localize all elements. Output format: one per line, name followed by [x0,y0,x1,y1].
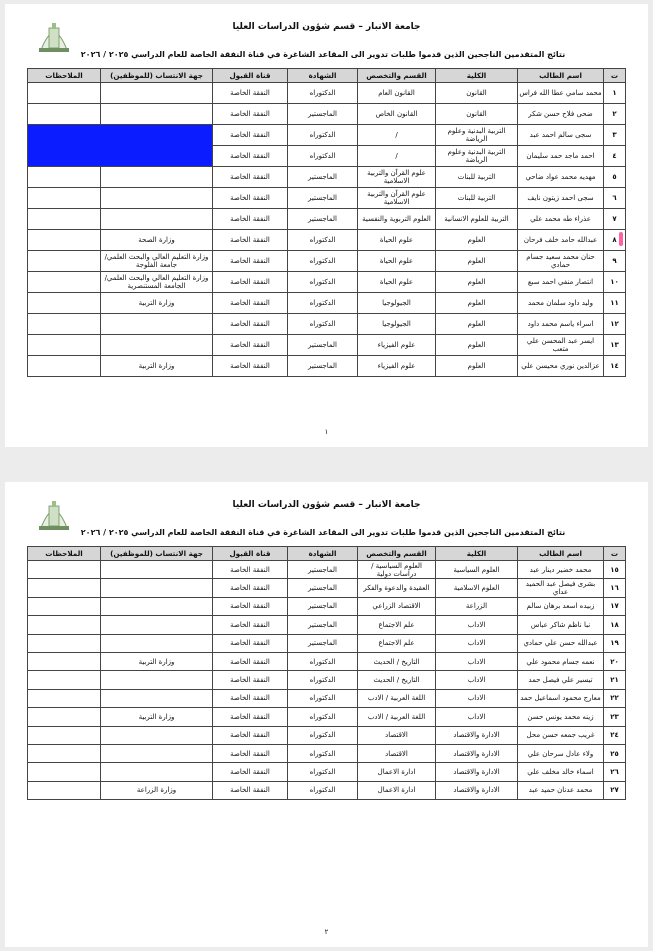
cell-degree: الدكتوراه [288,708,358,726]
document-subtitle: نتائج المتقدمين الناجحين الذين قدموا طلبات تدوير الى المقاعد الشاغرة في قناة النفقة الخاصة للعام الدراسي ٢٠٢٥ / ٢٠٢٦ [80,50,566,59]
cell-student-name: انتصار منفي احمد سبع [518,272,604,293]
cell-student-name: محمد عدنان حميد عبد [518,781,604,799]
table-header-row [28,547,626,561]
cell-index: ١٠ [604,272,626,293]
cell-index: ٢٧ [604,781,626,799]
cell-department: الاقتصاد الزراعي [358,597,436,615]
cell-notes [28,671,101,689]
cell-affiliation [101,314,213,335]
cell-student-name: اسراء ياسم محمد داود [518,314,604,335]
cell-student-name: معارج محمود اسماعيل حمد [518,689,604,707]
cell-department: الجيولوجيا [358,314,436,335]
cell-student-name: عبدالله حسن علي حمادي [518,634,604,652]
cell-degree: الماجستير [288,561,358,579]
cell-affiliation [101,744,213,762]
cell-degree: الدكتوراه [288,83,358,104]
cell-index: ٢٣ [604,708,626,726]
cell-student-name: محمد خضير دينار عبد [518,561,604,579]
cell-degree: الدكتوراه [288,125,358,146]
cell-college: الاداب [436,671,518,689]
cell-degree: الدكتوراه [288,763,358,781]
cell-department: اللغة العربية / الادب [358,689,436,707]
cell-student-name: حنان محمد سعيد جسام حمادي [518,251,604,272]
table-row [28,293,626,314]
cell-college: العلوم السياسية [436,561,518,579]
cell-department: / [358,125,436,146]
cell-index: ٢ [604,104,626,125]
cell-department: العقيدة والدعوة والفكر [358,579,436,597]
cell-department: الاقتصاد [358,744,436,762]
cell-index: ١٦ [604,579,626,597]
cell-notes [28,634,101,652]
cell-notes [28,314,101,335]
cell-index: ١ [604,83,626,104]
cell-student-name: عذراء طه محمد علي [518,209,604,230]
cell-affiliation: وزارة التعليم العالي والبحث العلمي/ الجامعة المستنصرية [101,272,213,293]
cell-channel: النفقة الخاصة [213,708,288,726]
cell-notes [28,579,101,597]
cell-department: ادارة الاعمال [358,781,436,799]
cell-student-name: سجى سالم احمد عبد [518,125,604,146]
cell-index: ٢٠ [604,652,626,670]
cell-index: ٩ [604,251,626,272]
page-title: جامعة الانبار – قسم شؤون الدراسات العليا [232,500,421,510]
cell-index: ١٨ [604,616,626,634]
cell-department: التاريخ / الحديث [358,671,436,689]
cell-department: القانون الخاص [358,104,436,125]
cell-index: ٤ [604,146,626,167]
cell-channel: النفقة الخاصة [213,726,288,744]
table-row [28,708,626,726]
cell-college: الادارة والاقتصاد [436,781,518,799]
cell-index: ٢١ [604,671,626,689]
cell-department: / [358,146,436,167]
table-row [28,272,626,293]
cell-channel: النفقة الخاصة [213,335,288,356]
page-number: ١ [324,428,329,436]
page-number: ٢ [324,928,329,936]
cell-college: الادارة والاقتصاد [436,726,518,744]
cell-channel: النفقة الخاصة [213,209,288,230]
cell-degree: الماجستير [288,167,358,188]
table-row [28,763,626,781]
cell-college: العلوم [436,335,518,356]
cell-affiliation: وزارة الزراعة [101,781,213,799]
col-header-affiliation: جهة الانتساب (للموظفين) [101,547,213,561]
cell-affiliation [101,167,213,188]
cell-department: العلوم التربوية والنفسية [358,209,436,230]
cell-degree: الدكتوراه [288,146,358,167]
cell-department: التاريخ / الحديث [358,652,436,670]
cell-channel: النفقة الخاصة [213,104,288,125]
cell-affiliation: وزارة التربية [101,293,213,314]
col-header-name: اسم الطالب [518,69,604,83]
cell-department: الجيولوجيا [358,293,436,314]
cell-channel: النفقة الخاصة [213,251,288,272]
cell-notes [28,167,101,188]
cell-notes [28,781,101,799]
cell-department: العلوم السياسية / دراسات دولية [358,561,436,579]
cell-index: ٨ [604,230,626,251]
cell-notes [28,251,101,272]
cell-department: علم الاجتماع [358,634,436,652]
cell-affiliation [101,763,213,781]
university-logo-icon [37,14,71,54]
cell-department: علوم الحياة [358,230,436,251]
cell-degree: الماجستير [288,579,358,597]
table-row [28,335,626,356]
table-row [28,125,626,146]
cell-college: التربية للبنات [436,188,518,209]
cell-degree: الدكتوراه [288,726,358,744]
cell-department: القانون العام [358,83,436,104]
cell-channel: النفقة الخاصة [213,83,288,104]
cell-degree: الدكتوراه [288,671,358,689]
cell-college: العلوم [436,356,518,377]
table-row [28,597,626,615]
cell-affiliation: وزارة التربية [101,356,213,377]
cell-degree: الماجستير [288,597,358,615]
cell-affiliation [101,726,213,744]
cell-channel: النفقة الخاصة [213,272,288,293]
cell-college: التربية للبنات [436,167,518,188]
cell-student-name: ولاء عادل سرحان علي [518,744,604,762]
cell-notes [28,689,101,707]
cell-notes [28,708,101,726]
cell-affiliation [101,616,213,634]
cell-college: العلوم [436,230,518,251]
cell-department: اللغة العربية / الادب [358,708,436,726]
table-row [28,188,626,209]
table-row [28,314,626,335]
cell-department: علوم الفيزياء [358,335,436,356]
cell-student-name: ايسر عبد المحسن علي متعب [518,335,604,356]
cell-degree: الدكتوراه [288,293,358,314]
cell-notes [28,356,101,377]
cell-index: ١١ [604,293,626,314]
cell-department: علم الاجتماع [358,616,436,634]
cell-college: العلوم [436,272,518,293]
cell-college: القانون [436,104,518,125]
cell-degree: الدكتوراه [288,652,358,670]
cell-channel: النفقة الخاصة [213,634,288,652]
cell-channel: النفقة الخاصة [213,356,288,377]
cell-index: ٥ [604,167,626,188]
cell-channel: النفقة الخاصة [213,146,288,167]
cell-student-name: وليد داود سلمان محمد [518,293,604,314]
cell-degree: الدكتوراه [288,272,358,293]
cell-college: الاداب [436,634,518,652]
cell-college: الادارة والاقتصاد [436,744,518,762]
cell-affiliation: وزارة التعليم العالي والبحث العلمي/ جامعة الفلوجة [101,251,213,272]
cell-degree: الماجستير [288,356,358,377]
scroll-marker [619,232,623,246]
cell-affiliation [101,188,213,209]
cell-student-name: بشرى فيصل عبد الحميد عداي [518,579,604,597]
cell-channel: النفقة الخاصة [213,763,288,781]
col-header-index: ت [604,547,626,561]
cell-student-name: غريب جمعه حسن محل [518,726,604,744]
table-row [28,634,626,652]
cell-college: التربية للعلوم الانسانية [436,209,518,230]
results-table-body [28,83,626,377]
cell-college: القانون [436,83,518,104]
cell-affiliation [101,335,213,356]
col-header-degree: الشهادة [288,547,358,561]
cell-degree: الماجستير [288,209,358,230]
cell-channel: النفقة الخاصة [213,652,288,670]
table-row [28,579,626,597]
col-header-degree: الشهادة [288,69,358,83]
cell-student-name: اسماء خالد مخلف علي [518,763,604,781]
cell-affiliation [101,597,213,615]
table-row [28,689,626,707]
col-header-college: الكلية [436,69,518,83]
cell-degree: الدكتوراه [288,689,358,707]
col-header-channel: قناة القبول [213,69,288,83]
col-header-department: القسم والتخصص [358,69,436,83]
cell-index: ٧ [604,209,626,230]
cell-college: العلوم الاسلامية [436,579,518,597]
cell-department: الاقتصاد [358,726,436,744]
cell-index: ٦ [604,188,626,209]
cell-student-name: محمد سامي عطا الله فراس [518,83,604,104]
cell-notes [28,561,101,579]
cell-channel: النفقة الخاصة [213,597,288,615]
university-logo-icon [37,492,71,532]
cell-student-name: احمد ماجد حمد سليمان [518,146,604,167]
cell-degree: الماجستير [288,634,358,652]
cell-student-name: نبا ناظم شاكر عباس [518,616,604,634]
table-row [28,726,626,744]
cell-notes [28,597,101,615]
redacted-block [28,125,213,167]
cell-affiliation [101,671,213,689]
cell-college: التربية البدنية وعلوم الرياضة [436,146,518,167]
cell-degree: الدكتوراه [288,314,358,335]
col-header-index: ت [604,69,626,83]
cell-channel: النفقة الخاصة [213,293,288,314]
document-page-2 [5,482,648,947]
cell-notes [28,104,101,125]
cell-college: العلوم [436,293,518,314]
cell-index: ٣ [604,125,626,146]
cell-index: ٢٤ [604,726,626,744]
cell-index: ١٧ [604,597,626,615]
cell-college: الاداب [436,708,518,726]
cell-department: علوم القرآن والتربية الاسلامية [358,188,436,209]
cell-notes [28,293,101,314]
results-table-body [28,561,626,800]
cell-degree: الدكتوراه [288,744,358,762]
cell-notes [28,335,101,356]
page-title: جامعة الانبار – قسم شؤون الدراسات العليا [232,22,421,32]
cell-notes [28,209,101,230]
cell-index: ١٥ [604,561,626,579]
cell-college: العلوم [436,314,518,335]
table-row [28,230,626,251]
table-row [28,781,626,799]
cell-index: ٢٥ [604,744,626,762]
col-header-notes: الملاحظات [28,69,101,83]
table-row [28,83,626,104]
cell-affiliation: وزارة التربية [101,652,213,670]
cell-affiliation [101,104,213,125]
cell-student-name: سجى احمد زيتون نايف [518,188,604,209]
cell-notes [28,652,101,670]
cell-degree: الماجستير [288,616,358,634]
cell-index: ١٤ [604,356,626,377]
cell-degree: الماجستير [288,104,358,125]
cell-affiliation [101,634,213,652]
cell-department: علوم الفيزياء [358,356,436,377]
cell-college: الاداب [436,652,518,670]
table-row [28,671,626,689]
cell-channel: النفقة الخاصة [213,561,288,579]
cell-degree: الدكتوراه [288,251,358,272]
cell-index: ١٩ [604,634,626,652]
table-row [28,356,626,377]
cell-department: علوم القرآن والتربية الاسلامية [358,167,436,188]
cell-student-name: عبدالله حامد خلف فرحان [518,230,604,251]
cell-college: الاداب [436,616,518,634]
cell-college: الاداب [436,689,518,707]
cell-notes [28,616,101,634]
cell-college: الزراعة [436,597,518,615]
cell-channel: النفقة الخاصة [213,188,288,209]
table-row [28,652,626,670]
cell-channel: النفقة الخاصة [213,781,288,799]
col-header-notes: الملاحظات [28,547,101,561]
cell-affiliation: وزارة التربية [101,708,213,726]
cell-degree: الدكتوراه [288,230,358,251]
cell-student-name: عزالدين نوري محيسن علي [518,356,604,377]
cell-channel: النفقة الخاصة [213,230,288,251]
cell-affiliation [101,689,213,707]
cell-affiliation: وزارة الصحة [101,230,213,251]
cell-student-name: زبيده اسعد برهان سالم [518,597,604,615]
cell-degree: الماجستير [288,188,358,209]
cell-channel: النفقة الخاصة [213,125,288,146]
cell-department: ادارة الاعمال [358,763,436,781]
table-row [28,167,626,188]
results-table [27,68,626,377]
cell-notes [28,230,101,251]
cell-student-name: زينه محمد يونس حسن [518,708,604,726]
document-subtitle: نتائج المتقدمين الناجحين الذين قدموا طلبات تدوير الى المقاعد الشاغرة في قناة النفقة الخاصة للعام الدراسي ٢٠٢٥ / ٢٠٢٦ [80,528,566,537]
cell-affiliation [101,209,213,230]
cell-affiliation [101,83,213,104]
cell-notes [28,188,101,209]
cell-index: ٢٦ [604,763,626,781]
cell-college: العلوم [436,251,518,272]
cell-affiliation [101,579,213,597]
col-header-department: القسم والتخصص [358,547,436,561]
cell-college: التربية البدنية وعلوم الرياضة [436,125,518,146]
cell-department: علوم الحياة [358,272,436,293]
cell-college: الادارة والاقتصاد [436,763,518,781]
cell-channel: النفقة الخاصة [213,579,288,597]
cell-index: ١٢ [604,314,626,335]
cell-notes [28,83,101,104]
cell-student-name: مهديه محمد عواد ضاحي [518,167,604,188]
cell-channel: النفقة الخاصة [213,167,288,188]
cell-affiliation [101,561,213,579]
col-header-channel: قناة القبول [213,547,288,561]
col-header-name: اسم الطالب [518,547,604,561]
cell-channel: النفقة الخاصة [213,616,288,634]
cell-student-name: ضحى فلاح حسن شكر [518,104,604,125]
cell-index: ٢٢ [604,689,626,707]
cell-student-name: نعمه جسام محمود علي [518,652,604,670]
cell-channel: النفقة الخاصة [213,689,288,707]
cell-notes [28,272,101,293]
cell-index: ١٣ [604,335,626,356]
cell-channel: النفقة الخاصة [213,314,288,335]
table-header-row [28,69,626,83]
document-page-1 [5,4,648,447]
table-row [28,209,626,230]
cell-student-name: تيسير علي فيصل حمد [518,671,604,689]
col-header-affiliation: جهة الانتساب (للموظفين) [101,69,213,83]
table-row [28,744,626,762]
cell-channel: النفقة الخاصة [213,744,288,762]
cell-channel: النفقة الخاصة [213,671,288,689]
table-row [28,561,626,579]
cell-notes [28,744,101,762]
table-row [28,104,626,125]
cell-department: علوم الحياة [358,251,436,272]
cell-notes [28,763,101,781]
cell-notes [28,726,101,744]
col-header-college: الكلية [436,547,518,561]
table-row [28,616,626,634]
cell-degree: الدكتوراه [288,781,358,799]
cell-degree: الماجستير [288,335,358,356]
results-table [27,546,626,800]
table-row [28,251,626,272]
